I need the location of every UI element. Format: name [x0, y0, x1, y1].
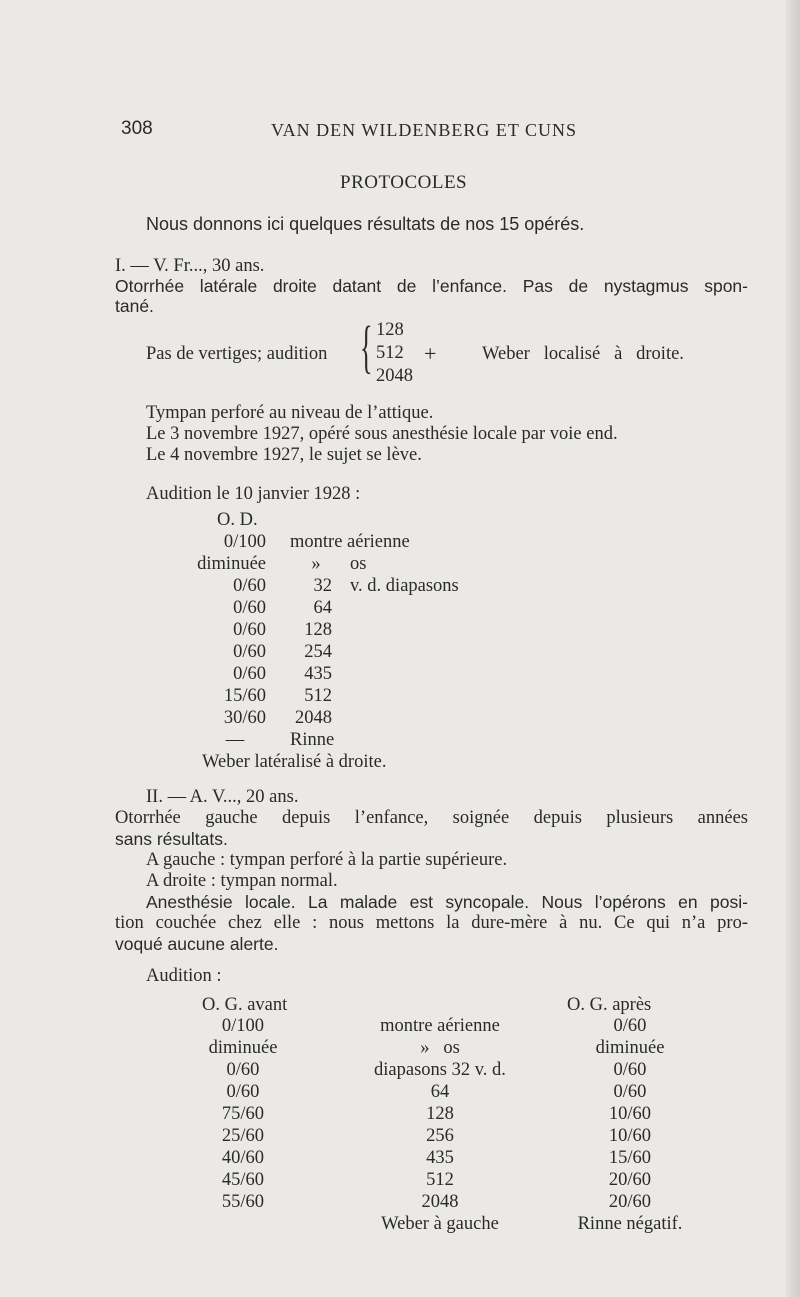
table-row-mid: 64: [313, 598, 332, 618]
case1-note-2: Le 3 novembre 1927, opéré sous anesthésie locale par voie end.: [146, 424, 618, 444]
case2-audition-title: Audition :: [146, 966, 222, 986]
case1-line1: Otorrhée latérale droite datant de l’enfance. Pas de nystagmus spon-: [115, 276, 748, 296]
before-value: 25/60: [221, 1126, 265, 1146]
after-value: 20/60: [608, 1192, 652, 1212]
middle-label: 64: [430, 1082, 450, 1102]
before-value: 40/60: [221, 1148, 265, 1168]
table-row-mid: 512: [304, 686, 332, 706]
table-row-left: 0/60: [233, 642, 266, 662]
after-value: 0/60: [613, 1060, 647, 1080]
freq-2048: 2048: [376, 366, 413, 386]
intro-text: Nous donnons ici quelques résultats de nos 15 opérés.: [146, 214, 585, 234]
case2-para1-line2: sans résultats.: [115, 829, 228, 849]
case2-para2-line1: Anesthésie locale. La malade est syncopale. Nous l’opérons en posi-: [146, 892, 748, 912]
middle-label: Weber à gauche: [381, 1214, 499, 1234]
after-value: 10/60: [608, 1104, 652, 1124]
table-row-mid: 435: [304, 664, 332, 684]
table-row-mid: 128: [304, 620, 332, 640]
after-value: 20/60: [608, 1170, 652, 1190]
before-value: 45/60: [221, 1170, 265, 1190]
table-row-left: 0/60: [233, 664, 266, 684]
plus-sign: +: [424, 341, 437, 366]
hearing-prefix: Pas de vertiges; audition: [146, 344, 328, 364]
case1-line2: tané.: [115, 296, 154, 316]
col-before-title: O. G. avant: [202, 995, 288, 1015]
middle-label: montre aérienne: [380, 1016, 500, 1036]
case1-audition-title: Audition le 10 janvier 1928 :: [146, 484, 361, 504]
middle-label: 512: [426, 1170, 454, 1190]
after-value: 0/60: [613, 1082, 647, 1102]
table-row-left: 0/60: [233, 598, 266, 618]
before-value: 55/60: [221, 1192, 265, 1212]
table-row-mid: 2048: [295, 708, 332, 728]
middle-label: diapasons 32 v. d.: [374, 1060, 506, 1080]
page-edge-shadow: [786, 0, 800, 1297]
table-row-mid: »: [311, 554, 321, 574]
page-number: 308: [121, 118, 153, 139]
case1-note-3: Le 4 novembre 1927, le sujet se lève.: [146, 445, 422, 465]
middle-label: 256: [426, 1126, 454, 1146]
case1-weber-final: Weber latéralisé à droite.: [202, 752, 387, 772]
table-row-left: 0/60: [233, 576, 266, 596]
middle-label: 128: [426, 1104, 454, 1124]
brace-icon: {: [360, 314, 373, 379]
middle-label: » os: [420, 1038, 460, 1058]
table-row-left: 30/60: [223, 708, 266, 728]
middle-label: 435: [426, 1148, 454, 1168]
middle-label: 2048: [421, 1192, 459, 1212]
freq-512: 512: [376, 343, 404, 363]
case2-right-ear: A droite : tympan normal.: [146, 871, 338, 891]
case2-para2-line3: voqué aucune alerte.: [115, 934, 279, 954]
before-value: 0/60: [226, 1060, 260, 1080]
case1-note-1: Tympan perforé au niveau de l’attique.: [146, 403, 434, 423]
before-value: 0/100: [221, 1016, 265, 1036]
table-row-left: —: [225, 730, 245, 750]
case2-left-ear: A gauche : tympan perforé à la partie supérieure.: [146, 850, 508, 870]
after-value: Rinne négatif.: [577, 1214, 683, 1234]
freq-128: 128: [376, 320, 404, 340]
weber-localise: Weber localisé à droite.: [482, 344, 684, 364]
before-value: 75/60: [221, 1104, 265, 1124]
table-row-right: os: [350, 554, 367, 574]
table-row-mid: 32: [313, 576, 332, 596]
table-row-mid: 254: [304, 642, 332, 662]
case2-para2-line2: tion couchée chez elle : nous mettons la dure-mère à nu. Ce qui n’a pro-: [115, 913, 748, 933]
table-row-right: v. d. diapasons: [350, 576, 459, 596]
table-row-mid: Rinne: [290, 730, 335, 750]
table-row-mid: montre aérienne: [290, 532, 410, 552]
table-row-left: 0/60: [233, 620, 266, 640]
running-title: VAN DEN WILDENBERG ET CUNS: [271, 120, 578, 140]
od-label: O. D.: [217, 510, 258, 530]
col-after-title: O. G. après: [567, 995, 652, 1015]
case2-heading: II. — A. V..., 20 ans.: [146, 787, 299, 807]
after-value: diminuée: [595, 1038, 665, 1058]
table-row-left: 0/100: [223, 532, 266, 552]
table-row-left: 15/60: [223, 686, 266, 706]
case1-heading: I. — V. Fr..., 30 ans.: [115, 256, 265, 276]
section-title: PROTOCOLES: [340, 172, 468, 193]
after-value: 0/60: [613, 1016, 647, 1036]
table-row-left: diminuée: [197, 554, 266, 574]
after-value: 15/60: [608, 1148, 652, 1168]
case2-para1-line1: Otorrhée gauche depuis l’enfance, soignée depuis plusieurs années: [115, 808, 748, 828]
before-value: diminuée: [208, 1038, 278, 1058]
before-value: 0/60: [226, 1082, 260, 1102]
after-value: 10/60: [608, 1126, 652, 1146]
